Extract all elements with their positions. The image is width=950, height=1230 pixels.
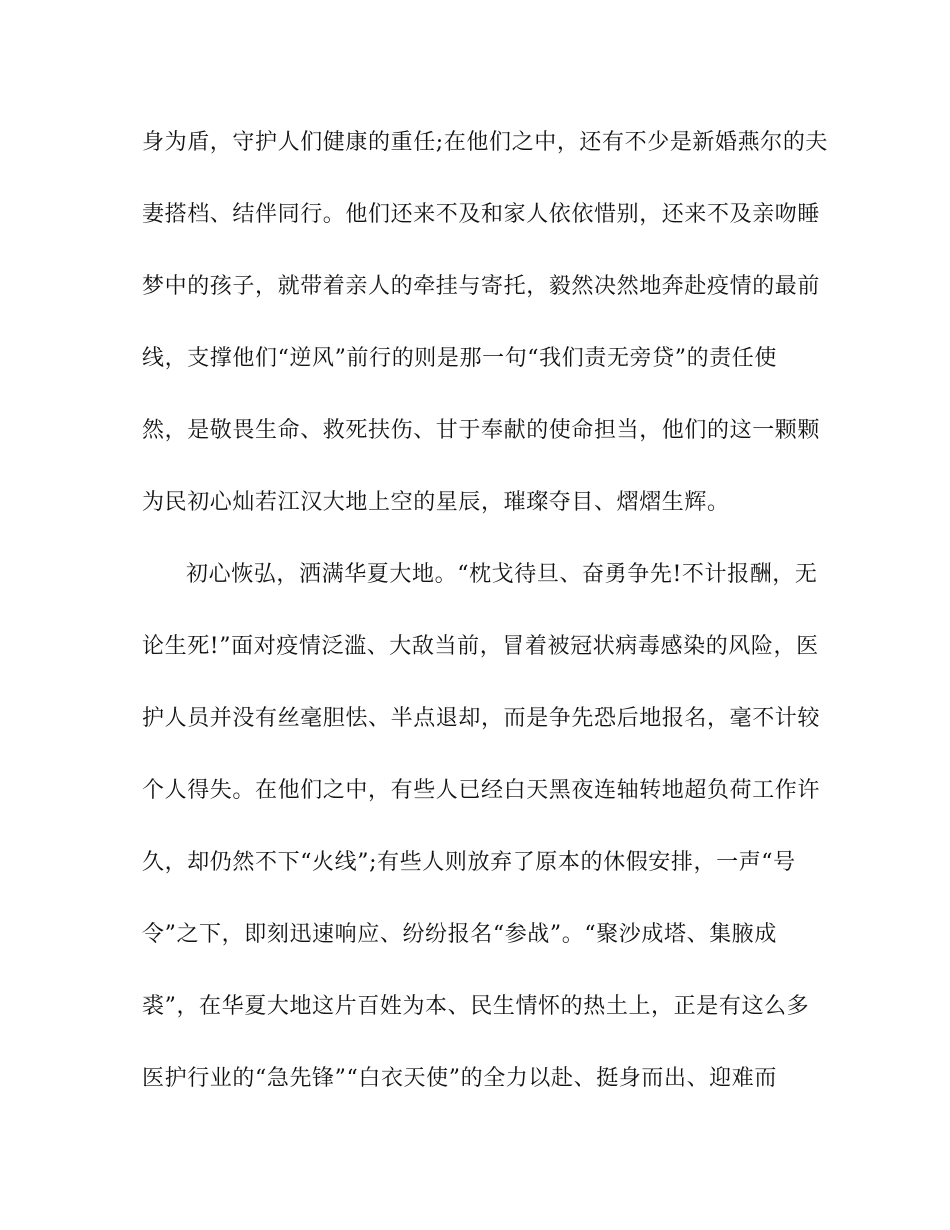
body-line-8: 论生死!”面对疫情泛滥、大敌当前，冒着被冠状病毒感染的风险，医 — [142, 634, 819, 659]
body-line-14: 医护行业的“急先锋”“白衣天使”的全力以赴、挺身而出、迎难而 — [142, 1066, 777, 1091]
body-line-2: 妻搭档、结伴同行。他们还来不及和家人依依惜别，还来不及亲吻睡 — [142, 202, 821, 227]
body-line-4: 线，支撑他们“逆风”前行的则是那一句“我们责无旁贷”的责任使 — [142, 346, 777, 371]
paragraph-start-line: 初心恢弘，洒满华夏大地。“枕戈待旦、奋勇争先!不计报酬，无 — [186, 562, 818, 587]
body-line-12: 令”之下，即刻迅速响应、纷纷报名“参战”。“聚沙成塔、集腋成 — [142, 922, 777, 947]
body-line-6: 为民初心灿若江汉大地上空的星辰，璀璨夺目、熠熠生辉。 — [142, 490, 730, 515]
body-line-10: 个人得失。在他们之中，有些人已经白天黑夜连轴转地超负荷工作许 — [142, 778, 821, 803]
body-line-13: 裘”，在华夏大地这片百姓为本、民生情怀的热土上，正是有这么多 — [142, 994, 810, 1019]
body-line-5: 然，是敬畏生命、救死扶伤、甘于奉献的使命担当，他们的这一颗颗 — [142, 418, 821, 443]
body-line-11: 久，却仍然不下“火线”;有些人则放弃了原本的休假安排，一声“号 — [142, 850, 796, 875]
body-line-9: 护人员并没有丝毫胆怯、半点退却，而是争先恐后地报名，毫不计较 — [142, 706, 821, 731]
body-line-1: 身为盾，守护人们健康的重任;在他们之中，还有不少是新婚燕尔的夫 — [142, 130, 829, 155]
body-line-3: 梦中的孩子，就带着亲人的牵挂与寄托，毅然决然地奔赴疫情的最前 — [142, 274, 821, 299]
